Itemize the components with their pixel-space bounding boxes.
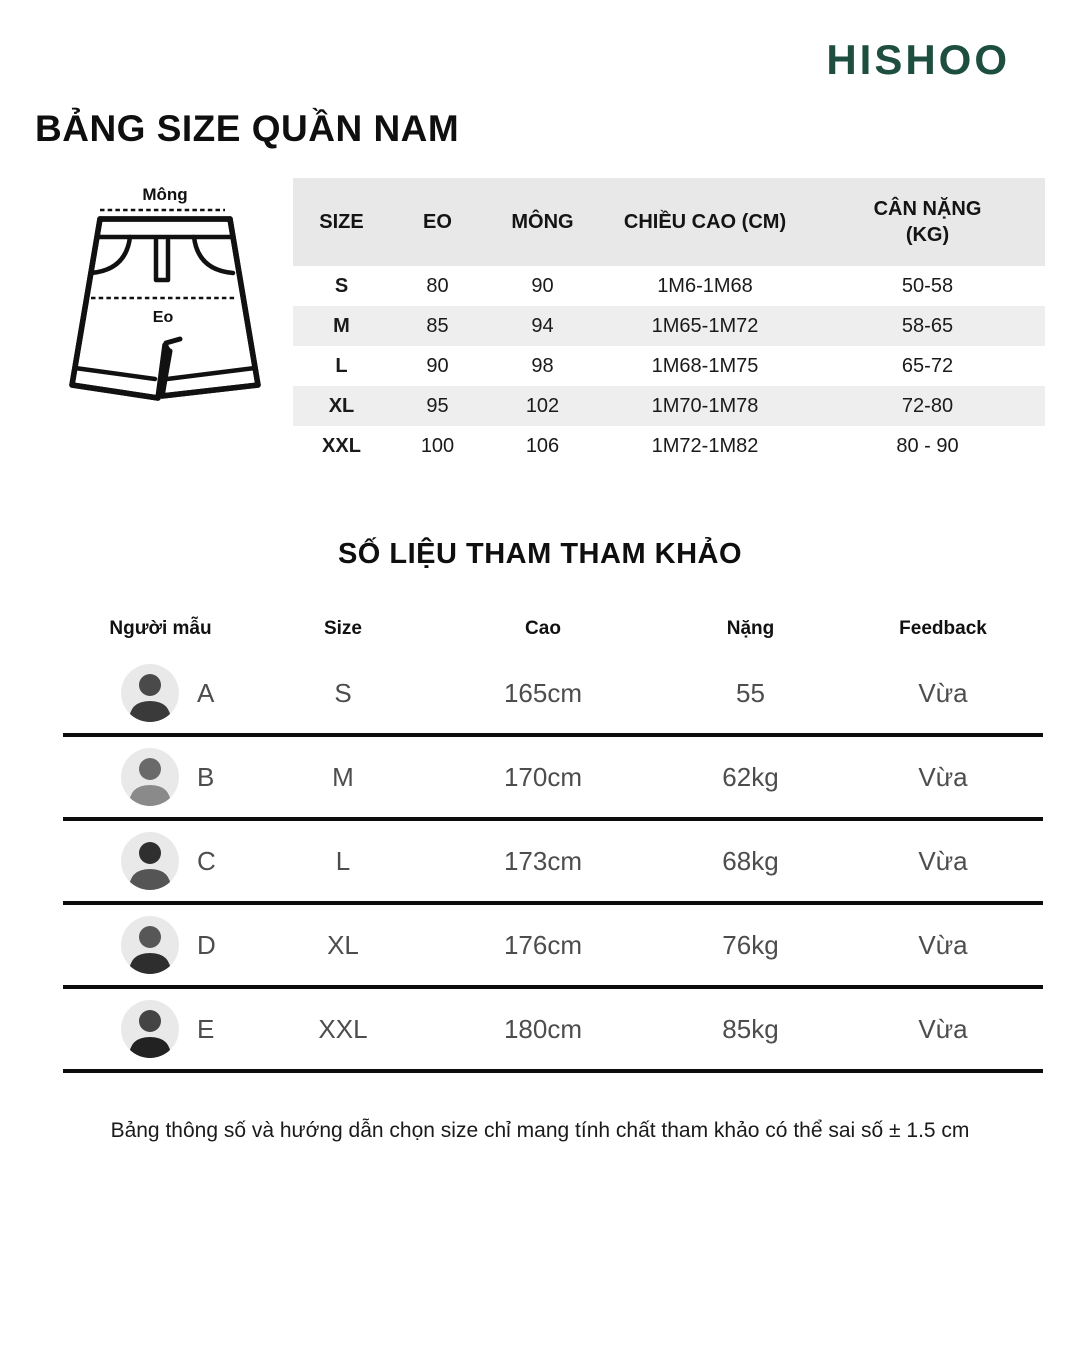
mong-value: 98 [531,354,554,377]
cao-value: 173cm [503,845,583,876]
col-size: Size [323,618,363,639]
nang-value: 68kg [722,845,779,876]
eo-value: 95 [426,394,449,417]
mong-value: 90 [531,274,554,297]
cao-value: 165cm [503,677,583,708]
mong-value: 102 [525,394,560,417]
model-cell [63,664,258,722]
size-value: XXL [318,1013,368,1044]
feedback-value: Vừa [918,929,968,960]
model-letter: E [197,1013,215,1044]
col-can-nang: CÂN NẶNG (KG) [873,198,982,246]
can-nang-value: 50-58 [901,274,954,297]
size-value: M [332,761,354,792]
model-letter: D [197,929,216,960]
table-row [293,386,1045,426]
size-value: L [335,845,351,876]
brand-logo: HISHOO [826,36,1010,83]
size-value: S [334,677,352,708]
size-table-header [293,178,1045,266]
col-feedback: Feedback [899,618,987,639]
can-nang-value: 58-65 [901,314,954,337]
can-nang-value: 80 - 90 [896,434,959,457]
can-nang-value: 72-80 [901,394,954,417]
hip-label: Mông [142,185,188,204]
model-cell [63,832,258,890]
size-value: L [335,354,348,377]
model-avatar [121,832,179,890]
mong-value: 106 [525,434,560,457]
model-letter: C [197,845,216,876]
nang-value: 85kg [722,1013,779,1044]
model-avatar [121,664,179,722]
table-row [293,306,1045,346]
table-row [293,266,1045,306]
col-mong: MÔNG [511,211,574,233]
eo-value: 80 [426,274,449,297]
shorts-diagram [55,180,267,425]
reference-table-header [63,605,1043,653]
size-value: XXL [322,434,361,457]
feedback-value: Vừa [918,761,968,792]
table-row [293,346,1045,386]
chieu-cao-value: 1M65-1M72 [651,314,759,337]
size-value: XL [328,394,355,417]
size-value: S [334,274,349,297]
page-title: BẢNG SIZE QUẦN NAM [35,108,460,149]
table-row [63,905,1043,989]
disclaimer-note: Bảng thông số và hướng dẫn chọn size chỉ mang tính chất tham khảo có thể sai số ± 1.5 cm [110,1119,970,1142]
header [0,0,1080,84]
cao-value: 170cm [503,761,583,792]
eo-value: 85 [426,314,449,337]
chieu-cao-value: 1M70-1M78 [651,394,759,417]
can-nang-value: 65-72 [901,354,954,377]
table-row [293,426,1045,466]
model-letter: B [197,761,215,792]
table-row [63,653,1043,737]
col-chieu-cao: CHIỀU CAO (CM) [623,211,787,233]
nang-value: 55 [736,677,765,708]
table-row [63,737,1043,821]
cao-value: 180cm [503,1013,583,1044]
model-avatar [121,1000,179,1058]
model-cell [63,748,258,806]
size-value: XL [327,929,359,960]
feedback-value: Vừa [918,845,968,876]
nang-value: 62kg [722,761,779,792]
size-table [293,178,1045,466]
reference-table [63,605,1043,1073]
model-avatar [121,916,179,974]
eo-value: 100 [420,434,455,457]
shorts-illustration-icon [55,180,267,420]
mong-value: 94 [531,314,554,337]
feedback-value: Vừa [918,677,968,708]
size-value: M [333,314,350,337]
table-row [63,821,1043,905]
col-nang: Nặng [726,618,775,639]
model-cell [63,1000,258,1058]
cao-value: 176cm [503,929,583,960]
table-row [63,989,1043,1073]
size-chart-section [0,178,1080,466]
chieu-cao-value: 1M72-1M82 [651,434,759,457]
col-model: Người mẫu [109,618,212,639]
col-size: SIZE [319,211,364,233]
feedback-value: Vừa [918,1013,968,1044]
col-cao: Cao [525,618,561,639]
eo-value: 90 [426,354,449,377]
col-eo: EO [423,211,452,233]
chieu-cao-value: 1M68-1M75 [651,354,759,377]
model-letter: A [197,677,215,708]
waist-label: Eo [152,309,174,326]
chieu-cao-value: 1M6-1M68 [657,274,753,297]
model-cell [63,916,258,974]
nang-value: 76kg [722,929,779,960]
reference-section-title: SỐ LIỆU THAM THAM KHẢO [337,538,743,570]
model-avatar [121,748,179,806]
